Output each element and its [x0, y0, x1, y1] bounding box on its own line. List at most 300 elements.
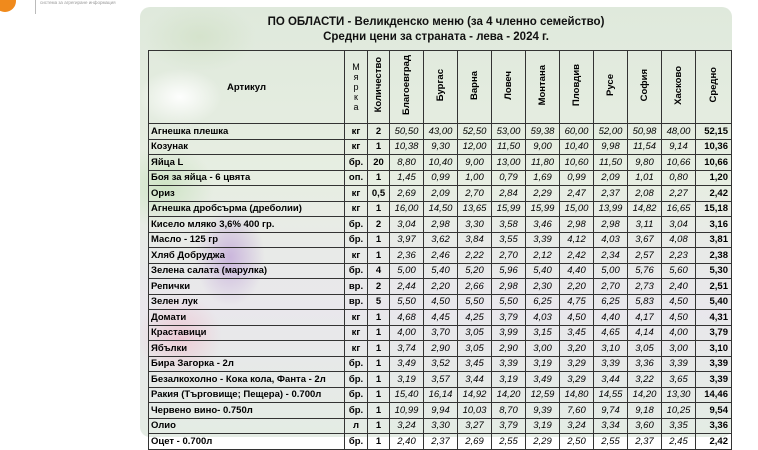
- city-price: 9,74: [594, 403, 628, 419]
- city-price: 2,47: [560, 186, 594, 202]
- item-quantity: 0,5: [368, 186, 390, 202]
- item-quantity: 1: [368, 139, 390, 155]
- item-unit: кг: [345, 248, 368, 264]
- item-quantity: 1: [368, 387, 390, 403]
- item-name: Краставици: [149, 325, 345, 341]
- average-price: 5,40: [696, 294, 732, 310]
- item-name: Хляб Добруджа: [149, 248, 345, 264]
- average-price: 52,15: [696, 124, 732, 140]
- item-name: Безалкохолно - Кока кола, Фанта - 2л: [149, 372, 345, 388]
- table-row: [149, 155, 732, 171]
- city-price: 4,40: [560, 263, 594, 279]
- city-price: 2,57: [628, 248, 662, 264]
- city-price: 3,55: [492, 232, 526, 248]
- city-price: 14,82: [628, 201, 662, 217]
- item-unit: бр.: [345, 232, 368, 248]
- price-table-wrapper: [148, 50, 732, 450]
- item-quantity: 5: [368, 294, 390, 310]
- item-quantity: 1: [368, 232, 390, 248]
- city-price: 2,98: [560, 217, 594, 233]
- table-row: [149, 434, 732, 450]
- table-row: [149, 294, 732, 310]
- city-price: 3,57: [424, 372, 458, 388]
- city-price: 5,50: [492, 294, 526, 310]
- item-name: Боя за яйца - 6 цвята: [149, 170, 345, 186]
- item-quantity: 1: [368, 372, 390, 388]
- item-quantity: 1: [368, 341, 390, 357]
- city-price: 2,08: [628, 186, 662, 202]
- city-price: 14,92: [458, 387, 492, 403]
- city-price: 5,60: [662, 263, 696, 279]
- city-price: 3,45: [458, 356, 492, 372]
- city-price: 3,04: [662, 217, 696, 233]
- header-city: Благоевград: [390, 51, 424, 124]
- city-price: 3,65: [662, 372, 696, 388]
- header-city: София: [628, 51, 662, 124]
- city-price: 16,65: [662, 201, 696, 217]
- city-price: 3,00: [662, 341, 696, 357]
- city-price: 3,04: [390, 217, 424, 233]
- header-city: Монтана: [526, 51, 560, 124]
- average-price: 15,18: [696, 201, 732, 217]
- city-price: 2,73: [628, 279, 662, 295]
- header-city: Варна: [458, 51, 492, 124]
- city-price: 5,40: [526, 263, 560, 279]
- city-price: 3,44: [594, 372, 628, 388]
- city-price: 50,98: [628, 124, 662, 140]
- header-quantity: Количество: [368, 51, 390, 124]
- city-price: 2,90: [492, 341, 526, 357]
- city-price: 2,37: [424, 434, 458, 450]
- average-price: 2,42: [696, 434, 732, 450]
- city-price: 14,80: [560, 387, 594, 403]
- item-quantity: 2: [368, 124, 390, 140]
- city-price: 11,50: [492, 139, 526, 155]
- city-price: 14,55: [594, 387, 628, 403]
- city-price: 10,38: [390, 139, 424, 155]
- header-article: Артикул: [149, 51, 345, 124]
- city-price: 3,27: [458, 418, 492, 434]
- city-price: 2,70: [594, 279, 628, 295]
- city-price: 2,40: [662, 279, 696, 295]
- city-price: 10,66: [662, 155, 696, 171]
- average-price: 3,81: [696, 232, 732, 248]
- item-quantity: 1: [368, 310, 390, 326]
- city-price: 3,39: [492, 356, 526, 372]
- city-price: 2,46: [424, 248, 458, 264]
- table-row: [149, 186, 732, 202]
- city-price: 3,49: [390, 356, 424, 372]
- city-price: 3,39: [594, 356, 628, 372]
- table-row: [149, 418, 732, 434]
- city-price: 14,50: [424, 201, 458, 217]
- city-price: 3,45: [560, 325, 594, 341]
- city-price: 5,50: [390, 294, 424, 310]
- city-price: 3,19: [492, 372, 526, 388]
- city-price: 1,45: [390, 170, 424, 186]
- city-price: 2,69: [390, 186, 424, 202]
- item-quantity: 1: [368, 170, 390, 186]
- city-price: 5,76: [628, 263, 662, 279]
- city-price: 15,99: [526, 201, 560, 217]
- table-row: [149, 310, 732, 326]
- table-row: [149, 124, 732, 140]
- city-price: 52,00: [594, 124, 628, 140]
- city-price: 59,38: [526, 124, 560, 140]
- city-price: 4,14: [628, 325, 662, 341]
- price-table: [148, 50, 732, 450]
- table-row: [149, 325, 732, 341]
- city-price: 4,00: [390, 325, 424, 341]
- header-average: Средно: [696, 51, 732, 124]
- city-price: 3,99: [492, 325, 526, 341]
- city-price: 2,37: [628, 434, 662, 450]
- city-price: 13,00: [492, 155, 526, 171]
- city-price: 10,03: [458, 403, 492, 419]
- header-unit: М я р к а: [345, 51, 368, 124]
- city-price: 3,74: [390, 341, 424, 357]
- city-price: 3,19: [526, 356, 560, 372]
- city-price: 1,69: [526, 170, 560, 186]
- city-price: 3,29: [560, 356, 594, 372]
- header-city: Бургас: [424, 51, 458, 124]
- item-name: Оцет - 0.700л: [149, 434, 345, 450]
- city-price: 5,00: [594, 263, 628, 279]
- table-row: [149, 387, 732, 403]
- item-unit: кг: [345, 139, 368, 155]
- item-name: Домати: [149, 310, 345, 326]
- city-price: 4,50: [662, 310, 696, 326]
- city-price: 3,46: [526, 217, 560, 233]
- item-unit: кг: [345, 186, 368, 202]
- city-price: 0,80: [662, 170, 696, 186]
- city-price: 12,59: [526, 387, 560, 403]
- item-quantity: 4: [368, 263, 390, 279]
- city-price: 16,14: [424, 387, 458, 403]
- city-price: 3,30: [458, 217, 492, 233]
- item-unit: бр.: [345, 387, 368, 403]
- item-unit: кг: [345, 124, 368, 140]
- city-price: 2,22: [458, 248, 492, 264]
- city-price: 10,99: [390, 403, 424, 419]
- table-row: [149, 263, 732, 279]
- item-name: Олио: [149, 418, 345, 434]
- city-price: 2,84: [492, 186, 526, 202]
- city-price: 52,50: [458, 124, 492, 140]
- city-price: 2,70: [458, 186, 492, 202]
- city-price: 2,20: [560, 279, 594, 295]
- city-price: 2,45: [662, 434, 696, 450]
- city-price: 3,70: [424, 325, 458, 341]
- city-price: 3,60: [628, 418, 662, 434]
- item-name: Яйца L: [149, 155, 345, 171]
- city-price: 3,35: [662, 418, 696, 434]
- item-quantity: 1: [368, 418, 390, 434]
- city-price: 2,98: [492, 279, 526, 295]
- city-price: 0,99: [424, 170, 458, 186]
- item-unit: л: [345, 418, 368, 434]
- item-name: Масло - 125 гр: [149, 232, 345, 248]
- city-price: 60,00: [560, 124, 594, 140]
- item-name: Агнешка дробсърма (дреболии): [149, 201, 345, 217]
- logo-mark: [0, 0, 16, 12]
- table-body: [149, 124, 732, 450]
- city-price: 3,52: [424, 356, 458, 372]
- city-price: 13,30: [662, 387, 696, 403]
- average-price: 10,66: [696, 155, 732, 171]
- city-price: 4,03: [526, 310, 560, 326]
- city-price: 2,70: [492, 248, 526, 264]
- average-price: 3,10: [696, 341, 732, 357]
- city-price: 3,62: [424, 232, 458, 248]
- city-price: 11,50: [594, 155, 628, 171]
- item-name: Ракия (Търговище; Пещера) - 0.700л: [149, 387, 345, 403]
- table-row: [149, 403, 732, 419]
- city-price: 3,79: [492, 310, 526, 326]
- city-price: 3,49: [526, 372, 560, 388]
- item-unit: вр.: [345, 294, 368, 310]
- item-quantity: 20: [368, 155, 390, 171]
- city-price: 10,40: [560, 139, 594, 155]
- item-quantity: 1: [368, 201, 390, 217]
- item-name: Козунак: [149, 139, 345, 155]
- average-price: 10,36: [696, 139, 732, 155]
- city-price: 13,99: [594, 201, 628, 217]
- city-price: 15,40: [390, 387, 424, 403]
- city-price: 2,34: [594, 248, 628, 264]
- city-price: 2,55: [594, 434, 628, 450]
- item-name: Кисело мляко 3,6% 400 гр.: [149, 217, 345, 233]
- city-price: 4,03: [594, 232, 628, 248]
- city-price: 14,20: [628, 387, 662, 403]
- table-row: [149, 139, 732, 155]
- city-price: 2,20: [424, 279, 458, 295]
- city-price: 8,80: [390, 155, 424, 171]
- average-price: 3,39: [696, 356, 732, 372]
- item-unit: бр.: [345, 372, 368, 388]
- city-price: 6,25: [594, 294, 628, 310]
- city-price: 8,70: [492, 403, 526, 419]
- city-price: 0,79: [492, 170, 526, 186]
- city-price: 3,05: [628, 341, 662, 357]
- table-row: [149, 217, 732, 233]
- title-line-1: ПО ОБЛАСТИ - Великденско меню (за 4 членно семейство): [267, 16, 605, 28]
- city-price: 3,79: [492, 418, 526, 434]
- item-quantity: 1: [368, 248, 390, 264]
- city-price: 4,25: [458, 310, 492, 326]
- city-price: 2,69: [458, 434, 492, 450]
- city-price: 5,96: [492, 263, 526, 279]
- city-price: 3,00: [526, 341, 560, 357]
- city-price: 3,34: [594, 418, 628, 434]
- city-price: 50,50: [390, 124, 424, 140]
- city-price: 5,00: [390, 263, 424, 279]
- city-price: 5,83: [628, 294, 662, 310]
- city-price: 2,29: [526, 186, 560, 202]
- city-price: 3,30: [424, 418, 458, 434]
- table-row: [149, 201, 732, 217]
- city-price: 3,39: [662, 356, 696, 372]
- city-price: 12,00: [458, 139, 492, 155]
- city-price: 4,12: [560, 232, 594, 248]
- header-city: Хасково: [662, 51, 696, 124]
- item-unit: бр.: [345, 434, 368, 450]
- item-quantity: 1: [368, 434, 390, 450]
- item-name: Репички: [149, 279, 345, 295]
- city-price: 9,30: [424, 139, 458, 155]
- city-price: 2,09: [594, 170, 628, 186]
- item-name: Зелен лук: [149, 294, 345, 310]
- average-price: 4,31: [696, 310, 732, 326]
- city-price: 9,80: [628, 155, 662, 171]
- city-price: 9,94: [424, 403, 458, 419]
- average-price: 3,79: [696, 325, 732, 341]
- city-price: 4,45: [424, 310, 458, 326]
- city-price: 6,25: [526, 294, 560, 310]
- table-row: [149, 341, 732, 357]
- city-price: 3,44: [458, 372, 492, 388]
- city-price: 2,37: [594, 186, 628, 202]
- item-unit: бр.: [345, 356, 368, 372]
- city-price: 2,50: [560, 434, 594, 450]
- city-price: 11,80: [526, 155, 560, 171]
- city-price: 5,50: [458, 294, 492, 310]
- city-price: 43,00: [424, 124, 458, 140]
- item-name: Ориз: [149, 186, 345, 202]
- item-name: Бира Загорка - 2л: [149, 356, 345, 372]
- city-price: 3,29: [560, 372, 594, 388]
- city-price: 15,00: [560, 201, 594, 217]
- item-name: Агнешка плешка: [149, 124, 345, 140]
- item-quantity: 1: [368, 356, 390, 372]
- city-price: 3,67: [628, 232, 662, 248]
- average-price: 1,20: [696, 170, 732, 186]
- city-price: 4,50: [662, 294, 696, 310]
- city-price: 4,68: [390, 310, 424, 326]
- item-name: Зелена салата (марулка): [149, 263, 345, 279]
- average-price: 2,42: [696, 186, 732, 202]
- city-price: 2,98: [594, 217, 628, 233]
- item-quantity: 2: [368, 217, 390, 233]
- city-price: 3,05: [458, 325, 492, 341]
- city-price: 4,17: [628, 310, 662, 326]
- city-price: 3,19: [526, 418, 560, 434]
- city-price: 5,40: [424, 263, 458, 279]
- slide-title: [140, 15, 732, 45]
- city-price: 48,00: [662, 124, 696, 140]
- city-price: 3,39: [526, 232, 560, 248]
- city-price: 1,01: [628, 170, 662, 186]
- table-row: [149, 279, 732, 295]
- city-price: 0,99: [560, 170, 594, 186]
- city-price: 9,98: [594, 139, 628, 155]
- table-row: [149, 232, 732, 248]
- city-price: 3,11: [628, 217, 662, 233]
- city-price: 2,36: [390, 248, 424, 264]
- city-price: 3,84: [458, 232, 492, 248]
- city-price: 2,23: [662, 248, 696, 264]
- item-unit: вр.: [345, 279, 368, 295]
- average-price: 14,46: [696, 387, 732, 403]
- table-row: [149, 248, 732, 264]
- city-price: 16,00: [390, 201, 424, 217]
- item-unit: бр.: [345, 155, 368, 171]
- city-price: 3,20: [560, 341, 594, 357]
- average-price: 3,39: [696, 372, 732, 388]
- logo-divider: [35, 0, 36, 14]
- header-city: Ловеч: [492, 51, 526, 124]
- item-unit: кг: [345, 310, 368, 326]
- city-price: 2,44: [390, 279, 424, 295]
- city-price: 3,97: [390, 232, 424, 248]
- city-price: 2,12: [526, 248, 560, 264]
- city-price: 2,90: [424, 341, 458, 357]
- city-price: 4,75: [560, 294, 594, 310]
- city-price: 3,22: [628, 372, 662, 388]
- average-price: 9,54: [696, 403, 732, 419]
- item-quantity: 1: [368, 403, 390, 419]
- city-price: 10,60: [560, 155, 594, 171]
- city-price: 9,18: [628, 403, 662, 419]
- city-price: 4,65: [594, 325, 628, 341]
- city-price: 2,27: [662, 186, 696, 202]
- city-price: 9,00: [458, 155, 492, 171]
- city-price: 9,39: [526, 403, 560, 419]
- city-price: 14,20: [492, 387, 526, 403]
- item-unit: кг: [345, 325, 368, 341]
- item-unit: кг: [345, 201, 368, 217]
- table-header-row: [149, 51, 732, 124]
- average-price: 2,51: [696, 279, 732, 295]
- price-slide: [140, 7, 732, 447]
- city-price: 13,65: [458, 201, 492, 217]
- brand-logo: [0, 0, 140, 20]
- city-price: 3,24: [560, 418, 594, 434]
- item-quantity: 2: [368, 279, 390, 295]
- city-price: 3,15: [526, 325, 560, 341]
- item-name: Червено вино- 0.750л: [149, 403, 345, 419]
- city-price: 2,30: [526, 279, 560, 295]
- item-unit: бр.: [345, 263, 368, 279]
- table-row: [149, 372, 732, 388]
- item-quantity: 1: [368, 325, 390, 341]
- city-price: 2,29: [526, 434, 560, 450]
- city-price: 2,09: [424, 186, 458, 202]
- city-price: 4,08: [662, 232, 696, 248]
- city-price: 3,19: [390, 372, 424, 388]
- item-unit: бр.: [345, 403, 368, 419]
- city-price: 5,20: [458, 263, 492, 279]
- city-price: 4,50: [560, 310, 594, 326]
- item-unit: бр.: [345, 217, 368, 233]
- city-price: 1,00: [458, 170, 492, 186]
- city-price: 3,36: [628, 356, 662, 372]
- city-price: 15,99: [492, 201, 526, 217]
- average-price: 3,36: [696, 418, 732, 434]
- city-price: 2,66: [458, 279, 492, 295]
- city-price: 4,40: [594, 310, 628, 326]
- city-price: 2,42: [560, 248, 594, 264]
- average-price: 5,30: [696, 263, 732, 279]
- city-price: 3,05: [458, 341, 492, 357]
- city-price: 3,58: [492, 217, 526, 233]
- average-price: 3,16: [696, 217, 732, 233]
- city-price: 3,10: [594, 341, 628, 357]
- city-price: 3,24: [390, 418, 424, 434]
- city-price: 9,14: [662, 139, 696, 155]
- city-price: 10,40: [424, 155, 458, 171]
- title-line-2: Средни цени за страната - лева - 2024 г.: [323, 31, 549, 43]
